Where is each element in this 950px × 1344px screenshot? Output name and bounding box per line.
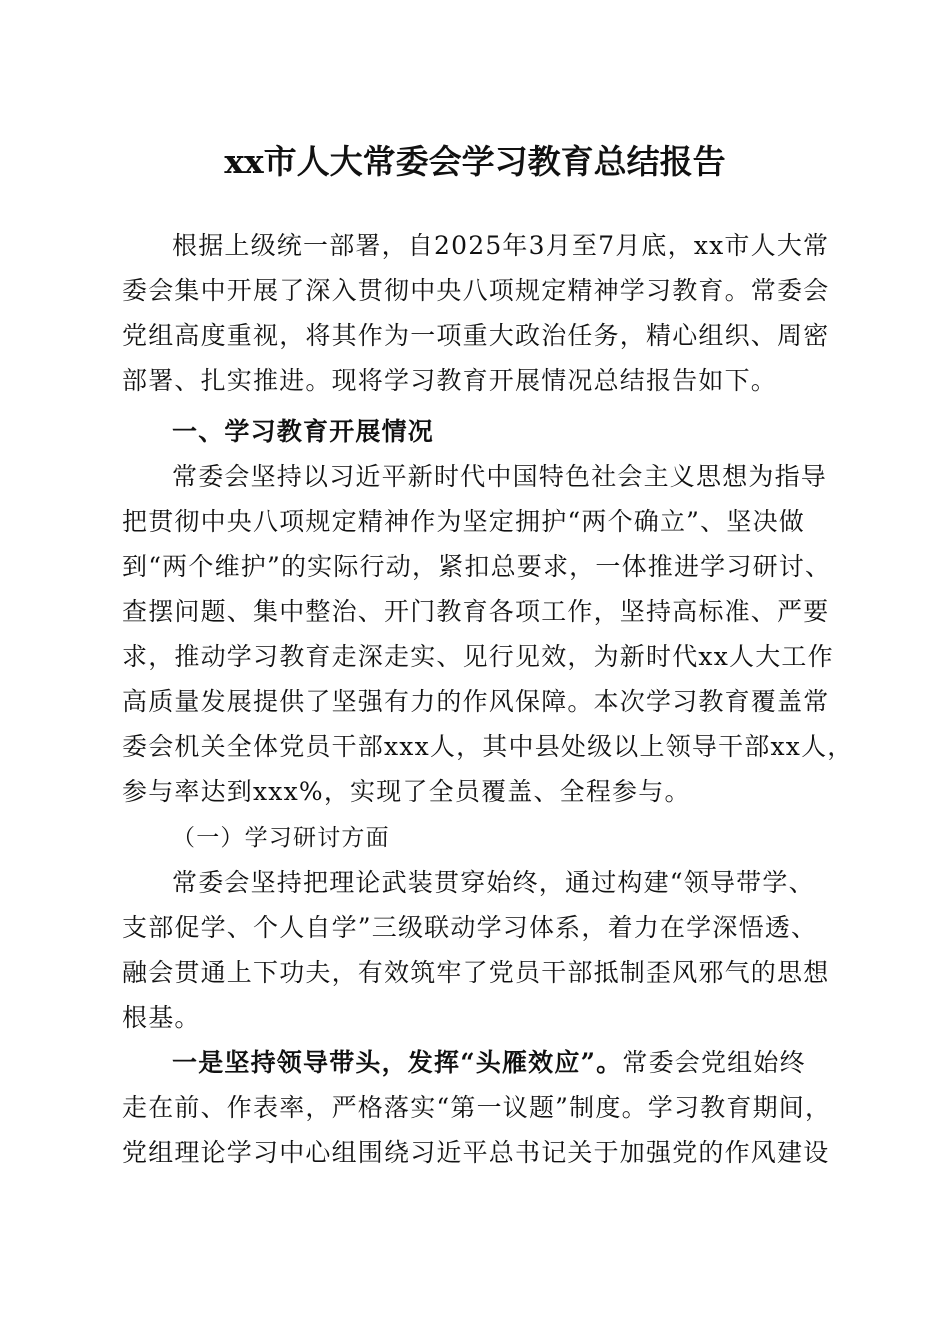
section1-line: 求，推动学习教育走深走实、见行见效，为新时代xx人大工作 xyxy=(122,642,834,671)
subsection1-line: 融会贯通上下功夫，有效筑牢了党员干部抵制歪风邪气的思想 xyxy=(122,958,830,987)
point1-first-line xyxy=(172,1041,950,1085)
point1-lead: 一是坚持领导带头，发挥“头雁效应”。 xyxy=(172,1048,623,1077)
section1-line: 到“两个维护”的实际行动，紧扣总要求，一体推进学习研讨、 xyxy=(122,552,832,581)
section1-line: 委会机关全体党员干部xxx人，其中县处级以上领导干部xx人， xyxy=(122,732,854,761)
section1-line: 高质量发展提供了坚强有力的作风保障。本次学习教育覆盖常 xyxy=(122,687,830,716)
subsection1-line: 根基。 xyxy=(122,1003,201,1032)
intro-line: 部署、扎实推进。现将学习教育开展情况总结报告如下。 xyxy=(122,366,778,395)
subsection1-line: 常委会坚持把理论武装贯穿始终，通过构建“领导带学、 xyxy=(172,868,815,897)
point1-line: 走在前、作表率，严格落实“第一议题”制度。学习教育期间， xyxy=(122,1093,832,1122)
section1-line: 常委会坚持以习近平新时代中国特色社会主义思想为指导 xyxy=(172,462,828,491)
section-heading: 一、学习教育开展情况 xyxy=(172,417,435,446)
intro-line: 根据上级统一部署，自2025年3月至7月底，xx市人大常 xyxy=(172,231,830,260)
point1-line: 党组理论学习中心组围绕习近平总书记关于加强党的作风建设 xyxy=(122,1138,830,1167)
section1-line: 把贯彻中央八项规定精神作为坚定拥护“两个确立”、坚决做 xyxy=(122,507,805,536)
intro-line: 党组高度重视，将其作为一项重大政治任务，精心组织、周密 xyxy=(122,321,830,350)
section1-line: 参与率达到xxx%，实现了全员覆盖、全程参与。 xyxy=(122,777,691,806)
subsection1-line: 支部促学、个人自学”三级联动学习体系，着力在学深悟透、 xyxy=(122,913,818,942)
subsection-heading: （一）学习研讨方面 xyxy=(172,825,390,851)
document-title: xx市人大常委会学习教育总结报告 xyxy=(224,142,726,181)
point1-continuation: 常委会党组始终 xyxy=(622,1048,806,1077)
intro-line: 委会集中开展了深入贯彻中央八项规定精神学习教育。常委会 xyxy=(122,276,830,305)
section1-line: 查摆问题、集中整治、开门教育各项工作，坚持高标准、严要 xyxy=(122,597,830,626)
